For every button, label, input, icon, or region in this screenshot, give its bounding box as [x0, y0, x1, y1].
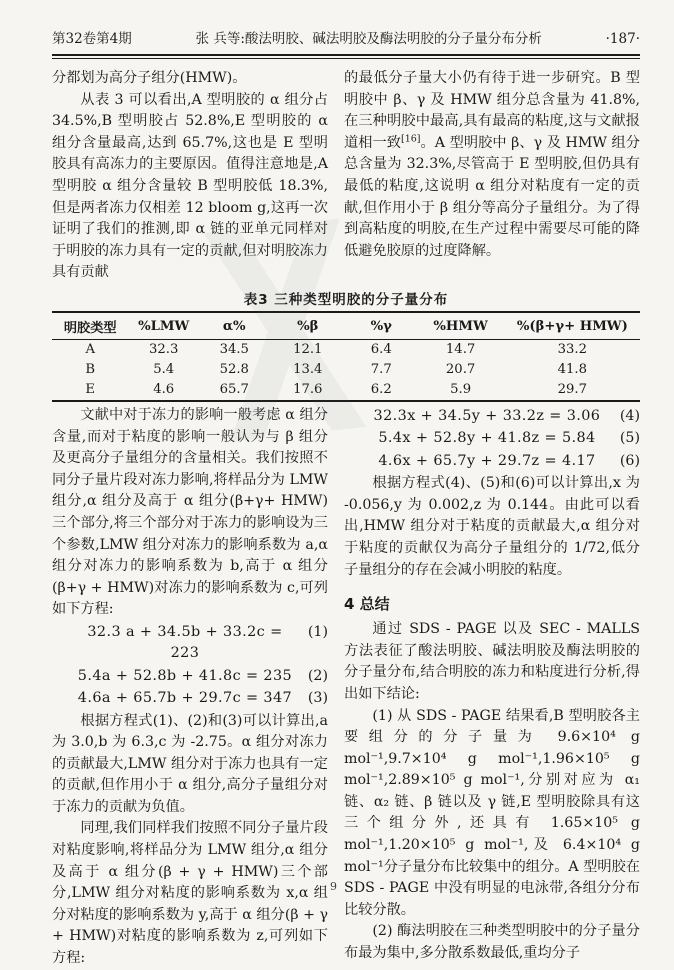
equation-number: (4) [619, 407, 640, 424]
table-row-e [52, 380, 640, 401]
scan-artifact-digit: 9 [330, 880, 337, 893]
table-cell: 14.7 [445, 342, 476, 358]
equation-5 [344, 428, 640, 449]
table-cell: 4.6 [153, 382, 175, 398]
page-number: ·187· [605, 31, 640, 47]
equation-expression: 4.6a + 65.7b + 29.7c = 347 [77, 690, 293, 707]
table-cell: 5.9 [450, 382, 472, 398]
equation-expression: 32.3 a + 34.5b + 33.2c = 223 [87, 623, 283, 662]
table-cell: 20.7 [445, 362, 476, 378]
col-header-sum: %(β+γ+ HMW) [505, 312, 640, 340]
paragraph-table3-discussion: 从表 3 可以看出,A 型明胶的 α 组分占 34.5%,B 型明胶占 52.8%,E 型明胶的 α 组分含量最高,达到 65.7%,这也是 E 型明胶具有高冻力的主要原因。值得注意地是,A 型明胶 α 组分含量较 B 型明胶低 18.3%,但是两者冻力仅相差 12 bloom g,这再一次证明了我们的推测,即 α 链的亚单元同样对于明胶的冻力具有一定的贡献,但对明胶冻力具有贡献 [52, 91, 328, 281]
equation-number: (3) [307, 690, 328, 707]
table-cell: 33.2 [557, 342, 588, 358]
analysis-right-column [344, 405, 640, 970]
equation-4 [344, 406, 640, 427]
intro-section [52, 68, 640, 284]
table-cell: 29.7 [557, 382, 588, 398]
analysis-left-column [52, 405, 328, 970]
paragraph-text: 。A 型明胶中 β、γ 及 HMW 组分总含量为 32.3%,尽管高于 E 型明胶,但仍具有最低的粘度,这说明 α 组分对粘度有一定的贡献,但作用小于 β 组分等高分子量组分。为了得到高粘度的明胶,在生产过程中需要尽可能的降低避免胶原的过度降解。 [344, 134, 640, 259]
table-row-a [52, 339, 640, 360]
table3-block [52, 288, 640, 402]
paragraph-hmw-continuation: 分都划为高分子组分(HMW)。 [52, 70, 247, 86]
equation-expression: 4.6x + 65.7y + 29.7z = 4.17 [378, 452, 596, 469]
paragraph-conclusion-2: (2) 酶法明胶在三种类型明胶中的分子量分布最为集中,多分散系数最低,重均分子 [344, 923, 640, 962]
table-cell: 6.2 [370, 382, 392, 398]
table-cell: 41.8 [557, 362, 588, 378]
equation-number: (6) [619, 452, 640, 469]
table-cell: 65.7 [219, 382, 249, 398]
paragraph-conclusion-1: (1) 从 SDS - PAGE 结果看,B 型明胶各主要组分的分子量为 9.6×10⁴ g mol⁻¹,9.7×10⁴ g mol⁻¹,1.96×10⁵ g mol⁻¹,2.89×10⁵ g mol⁻¹,分别对应为 α₁ 链、α₂ 链、β 链以及 γ 链,E 型明胶除具有这三个组分外,还具有 1.65×10⁵ g mol⁻¹,1.20×10⁵ g mol⁻¹,及 6.4×10⁴ g mol⁻¹分子量分布比较集中的组分。A 型明胶在 SDS - PAGE 中没有明显的电泳带,各组分分布比较分散。 [344, 707, 640, 918]
table-cell: E [85, 382, 96, 398]
paragraph-freeze-result: 根据方程式(1)、(2)和(3)可以计算出,a 为 3.0,b 为 6.3,c 为 -2.75。α 组分对冻力的贡献最大,LMW 组分对于冻力也具有一定的贡献,但作用小于 α 组分,高分子量组分对于冻力的贡献为负值。 [52, 712, 328, 815]
equation-expression: 5.4a + 52.8b + 41.8c = 235 [77, 667, 293, 684]
analysis-section [52, 405, 640, 970]
table-cell: 17.6 [293, 382, 323, 398]
col-header-beta: %β [270, 312, 346, 340]
journal-issue: 第32卷第4期 [52, 31, 132, 47]
table3-molecular-weight-distribution [52, 311, 640, 402]
intro-right-column [344, 68, 640, 284]
table-cell: 7.7 [370, 362, 392, 378]
equation-number: (1) [307, 623, 328, 640]
table-cell: 32.3 [149, 342, 179, 358]
equation-expression: 5.4x + 52.8y + 41.8z = 5.84 [378, 430, 596, 447]
equation-number: (2) [307, 667, 328, 684]
paragraph-viscosity-model: 同理,我们同样我们按照不同分子量片段对粘度影响,将样品分为 LMW 组分,α 组分及高于 α 组分(β + γ + HMW)三个部分,LMW 组分对粘度的影响系数为 x,α 组分对粘度的影响系数为 y,高于 α 组分(β + γ + HMW)对粘度的影响系数为 z,可列如下方程: [52, 820, 328, 967]
paragraph-text: 的最低分子量大小仍有待于进一步研究。B 型明胶中 β、γ 及 HMW 组分总含量为 41.8%,在三种明胶中最高,具有最高的粘度,这与文献报道相一致 [344, 70, 640, 151]
running-title: 张 兵等:酸法明胶、碱法明胶及酶法明胶的分子量分布分析 [195, 31, 542, 47]
equation-2 [52, 666, 328, 687]
col-header-gelatin-type: 明胶类型 [52, 312, 128, 340]
table-caption: 表3 三种类型明胶的分子量分布 [243, 291, 449, 308]
page-header [52, 30, 640, 48]
citation-16: [16] [400, 133, 421, 145]
equation-6 [344, 451, 640, 472]
paragraph-viscosity-result: 根据方程式(4)、(5)和(6)可以计算出,x 为 -0.056,y 为 0.002,z 为 0.144。由此可以看出,HMW 组分对于粘度的贡献最大,α 组分对于粘度的贡献仅为高分子量组分的 1/72,低分子量组分的存在会减小明胶的粘度。 [344, 475, 640, 578]
table-header-row [52, 312, 640, 340]
equation-expression: 32.3x + 34.5y + 33.2z = 3.06 [373, 407, 601, 424]
table-cell: B [85, 362, 96, 378]
table-cell: 5.4 [153, 362, 175, 378]
equation-1 [52, 622, 328, 665]
table-cell: 52.8 [219, 362, 249, 378]
paragraph-viscosity-discussion [344, 68, 640, 262]
table-cell: 12.1 [293, 342, 323, 358]
col-header-gamma: %γ [346, 312, 417, 340]
col-header-hmw: %HMW [417, 312, 505, 340]
section-heading-summary: 4 总结 [344, 595, 390, 614]
paragraph-freeze-model: 文献中对于冻力的影响一般考虑 α 组分含量,而对于粘度的影响一般认为与 β 组分及更高分子量组分的含量相关。我们按照不同分子量片段对冻力影响,将样品分为 LMW 组分,α 组分及高于 α 组分(β+γ+ HMW)三个部分,将三个部分对于冻力的影响设为三个参数,LMW 组分对冻力的影响系数为 a,α 组分对冻力的影响系数为 b,高于 α 组分(β+γ + HMW)对冻力的影响系数为 c,可列如下方程: [52, 406, 328, 618]
paragraph-summary-intro: 通过 SDS - PAGE 以及 SEC - MALLS 方法表征了酸法明胶、碱法明胶及酶法明胶的分子量分布,结合明胶的冻力和粘度进行分析,得出如下结论: [344, 621, 640, 702]
equation-number: (5) [619, 430, 640, 447]
intro-left-column [52, 68, 328, 284]
table-cell: 13.4 [293, 362, 323, 378]
col-header-alpha: α% [199, 312, 270, 340]
table-cell: A [85, 342, 95, 358]
table-row-b [52, 360, 640, 380]
col-header-lmw: %LMW [128, 312, 199, 340]
table-cell: 34.5 [219, 342, 249, 358]
equation-3 [52, 688, 328, 709]
header-divider [52, 54, 640, 59]
table-cell: 6.4 [370, 342, 392, 358]
